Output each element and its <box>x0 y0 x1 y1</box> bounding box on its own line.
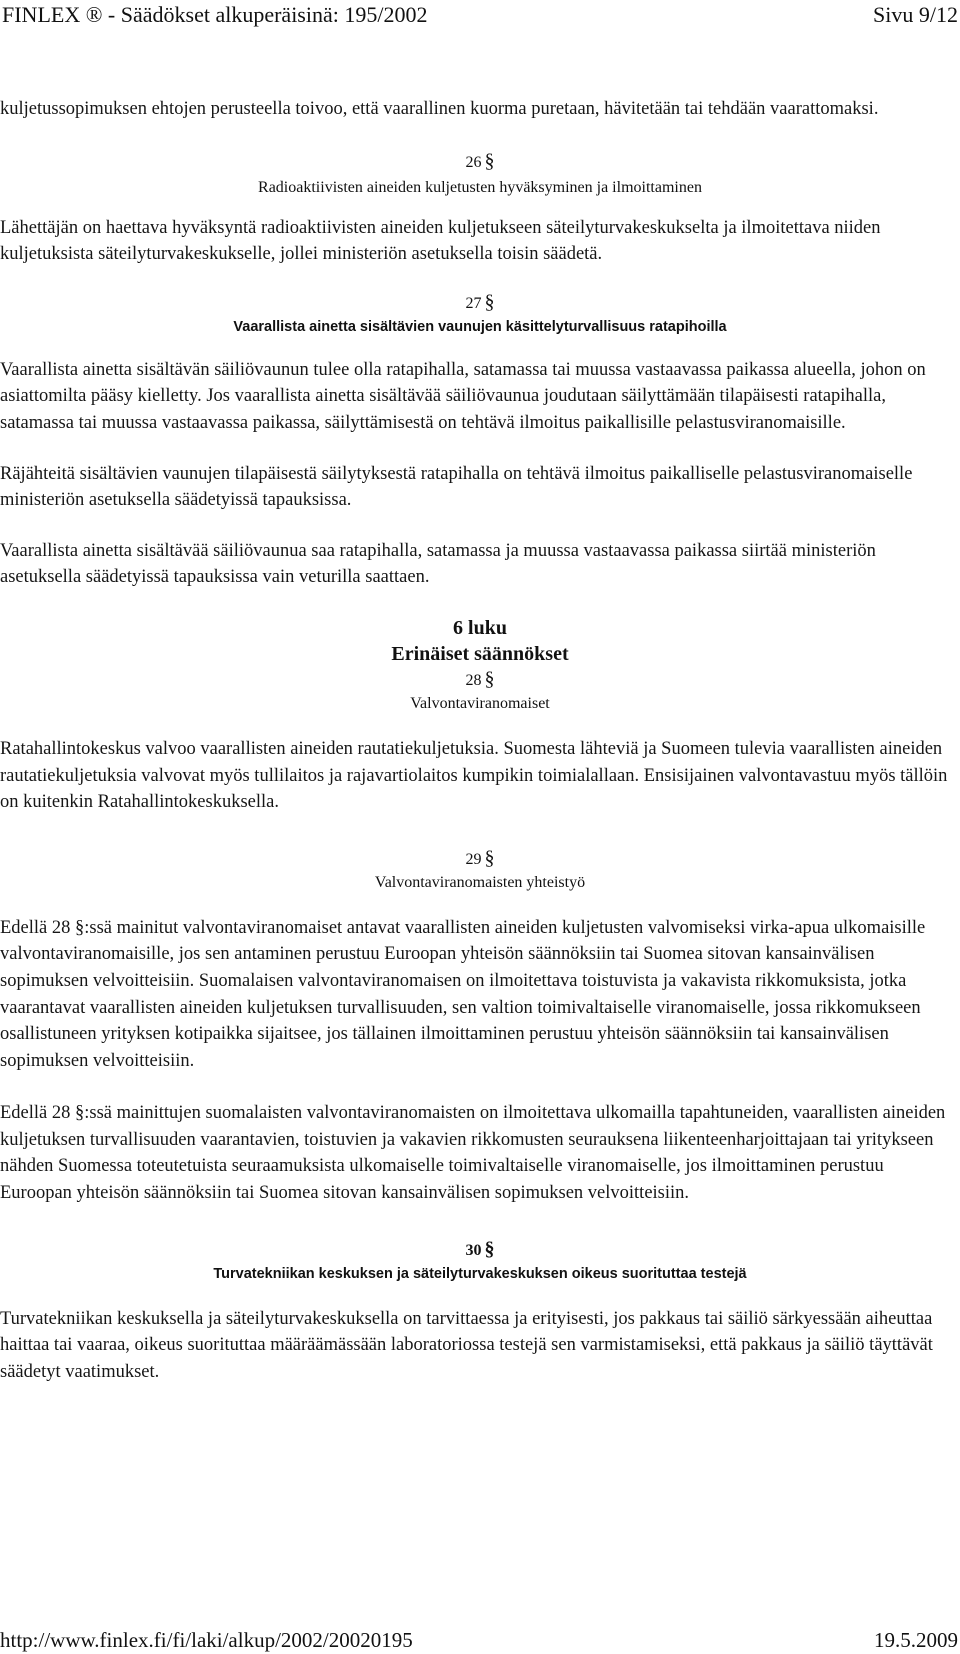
page-number: Sivu 9/12 <box>873 2 958 27</box>
section-title: Valvontaviranomaisten yhteistyö <box>374 873 586 891</box>
paragraph: kuljetussopimuksen ehtojen perusteella toivoo, että vaarallinen kuorma puretaan, hävitetään tai tehdään vaarattomaksi. <box>0 99 879 119</box>
section-number: 29 § <box>465 846 495 869</box>
document-title: FINLEX ® - Säädökset alkuperäisinä: 195/2002 <box>2 2 428 27</box>
page-footer <box>0 1628 960 1654</box>
chapter-number: 6 luku <box>453 616 507 639</box>
document-url[interactable]: http://www.finlex.fi/fi/laki/alkup/2002/20020195 <box>0 1628 413 1652</box>
page-header <box>0 2 960 32</box>
section-sign: § <box>484 846 495 869</box>
section-number: 27 § <box>465 290 495 313</box>
paragraph: Vaarallista ainetta sisältävää säiliövaunua saa ratapihalla, satamassa ja muussa vastaavassa paikassa siirtää ministeriön asetuksella säädetyissä tapauksissa vain veturilla saattaen. <box>0 540 876 588</box>
section-sign: § <box>484 667 495 690</box>
section-sign: § <box>484 290 495 313</box>
section-title: Vaarallista ainetta sisältävien vaunujen käsittelyturvallisuus ratapihoilla <box>233 318 727 335</box>
chapter-title: Erinäiset säännökset <box>391 642 569 665</box>
paragraph: Turvatekniikan keskuksella ja säteilyturvakeskuksella on tarvittaessa ja erityisesti, jos pakkaus tai säiliö särkyessään aiheuttaa haittaa tai vaaraa, oikeus suorituttaa määräämässään laboratoriossa testejä sen varmistamiseksi, että pakkaus ja säiliö täyttävät säädetyt vaatimukset. <box>0 1308 933 1382</box>
section-sign: § <box>484 1237 495 1260</box>
paragraph: Vaarallista ainetta sisältävän säiliövaunun tulee olla ratapihalla, satamassa tai muussa vastaavassa paikassa alueella, johon on asiattomilta pääsy kielletty. Jos vaarallista ainetta sisältävää säiliövaunua joudutaan säilyttämään tilapäisesti ratapihalla, satamassa tai muussa vastaavassa paikassa, säilyttämisestä on tehtävä ilmoitus paikallisille pelastusviranomaisille. <box>0 359 926 433</box>
section-number: 30 § <box>465 1237 495 1260</box>
paragraph: Lähettäjän on haettava hyväksyntä radioaktiivisten aineiden kuljetukseen säteilyturvakeskukselta ja ilmoitettava niiden kuljetuksista säteilyturvakeskukselle, jollei ministeriön asetuksella toisin säädetä. <box>0 217 881 265</box>
paragraph: Edellä 28 §:ssä mainittujen suomalaisten valvontaviranomaisten on ilmoitettava ulkomailla tapahtuneiden, vaarallisten aineiden kuljetuksen turvallisuuden vaarantavien, toistuvien ja vakavien rikkomusten seurauksena liikenteenharjoittajaan tai yritykseen nähden Suomessa toteutetuista seuraamuksista ulkomaiselle toimivaltaiselle viranomaiselle, jos ilmoittaminen perustuu Euroopan yhteisön säännöksiin tai Suomea sitovan kansainvälisen sopimuksen velvoitteisiin. <box>0 1103 946 1204</box>
section-title: Turvatekniikan keskuksen ja säteilyturvakeskuksen oikeus suorituttaa testejä <box>213 1265 747 1282</box>
print-date: 19.5.2009 <box>874 1628 958 1652</box>
section-title: Radioaktiivisten aineiden kuljetusten hyväksyminen ja ilmoittaminen <box>258 178 702 196</box>
section-title: Valvontaviranomaiset <box>410 694 550 712</box>
document-body <box>0 96 960 1385</box>
section-sign: § <box>484 149 495 172</box>
paragraph: Räjähteitä sisältävien vaunujen tilapäisestä säilytyksestä ratapihalla on tehtävä ilmoitus paikalliselle pelastusviranomaiselle ministeriön asetuksella säädetyissä tapauksissa. <box>0 463 913 511</box>
section-number: 28 § <box>465 667 495 690</box>
section-number: 26 § <box>465 149 495 172</box>
paragraph: Edellä 28 §:ssä mainitut valvontaviranomaiset antavat vaarallisten aineiden kuljetusten valvomiseksi virka-apua ulkomaisille valvontaviranomaisille, jos sen antaminen perustuu Euroopan yhteisön säännöksiin tai Suomea sitovan kansainvälisen sopimuksen velvoitteisiin. Suomalaisen valvontaviranomaisen on ilmoitettava toistuvista ja vakavista rikkomuksista, jotka vaarantavat vaarallisten aineiden kuljetuksen turvallisuuden, sen valtion toimivaltaiselle viranomaiselle, jossa rikkomukseen osallistuneen yrityksen kotipaikka sijaitsee, jos tällainen ilmoittaminen perustuu yhteisön säännöksiin tai kansainvälisen sopimuksen velvoitteisiin. <box>0 917 926 1071</box>
paragraph: Ratahallintokeskus valvoo vaarallisten aineiden rautatiekuljetuksia. Suomesta lähteviä ja Suomeen tulevia vaarallisten aineiden rautatiekuljetuksia valvovat myös tullilaitos ja rajavartiolaitos kumpikin toimialallaan. Ensisijainen valvontavastuu myös tällöin on kuitenkin Ratahallintokeskuksella. <box>0 738 948 813</box>
